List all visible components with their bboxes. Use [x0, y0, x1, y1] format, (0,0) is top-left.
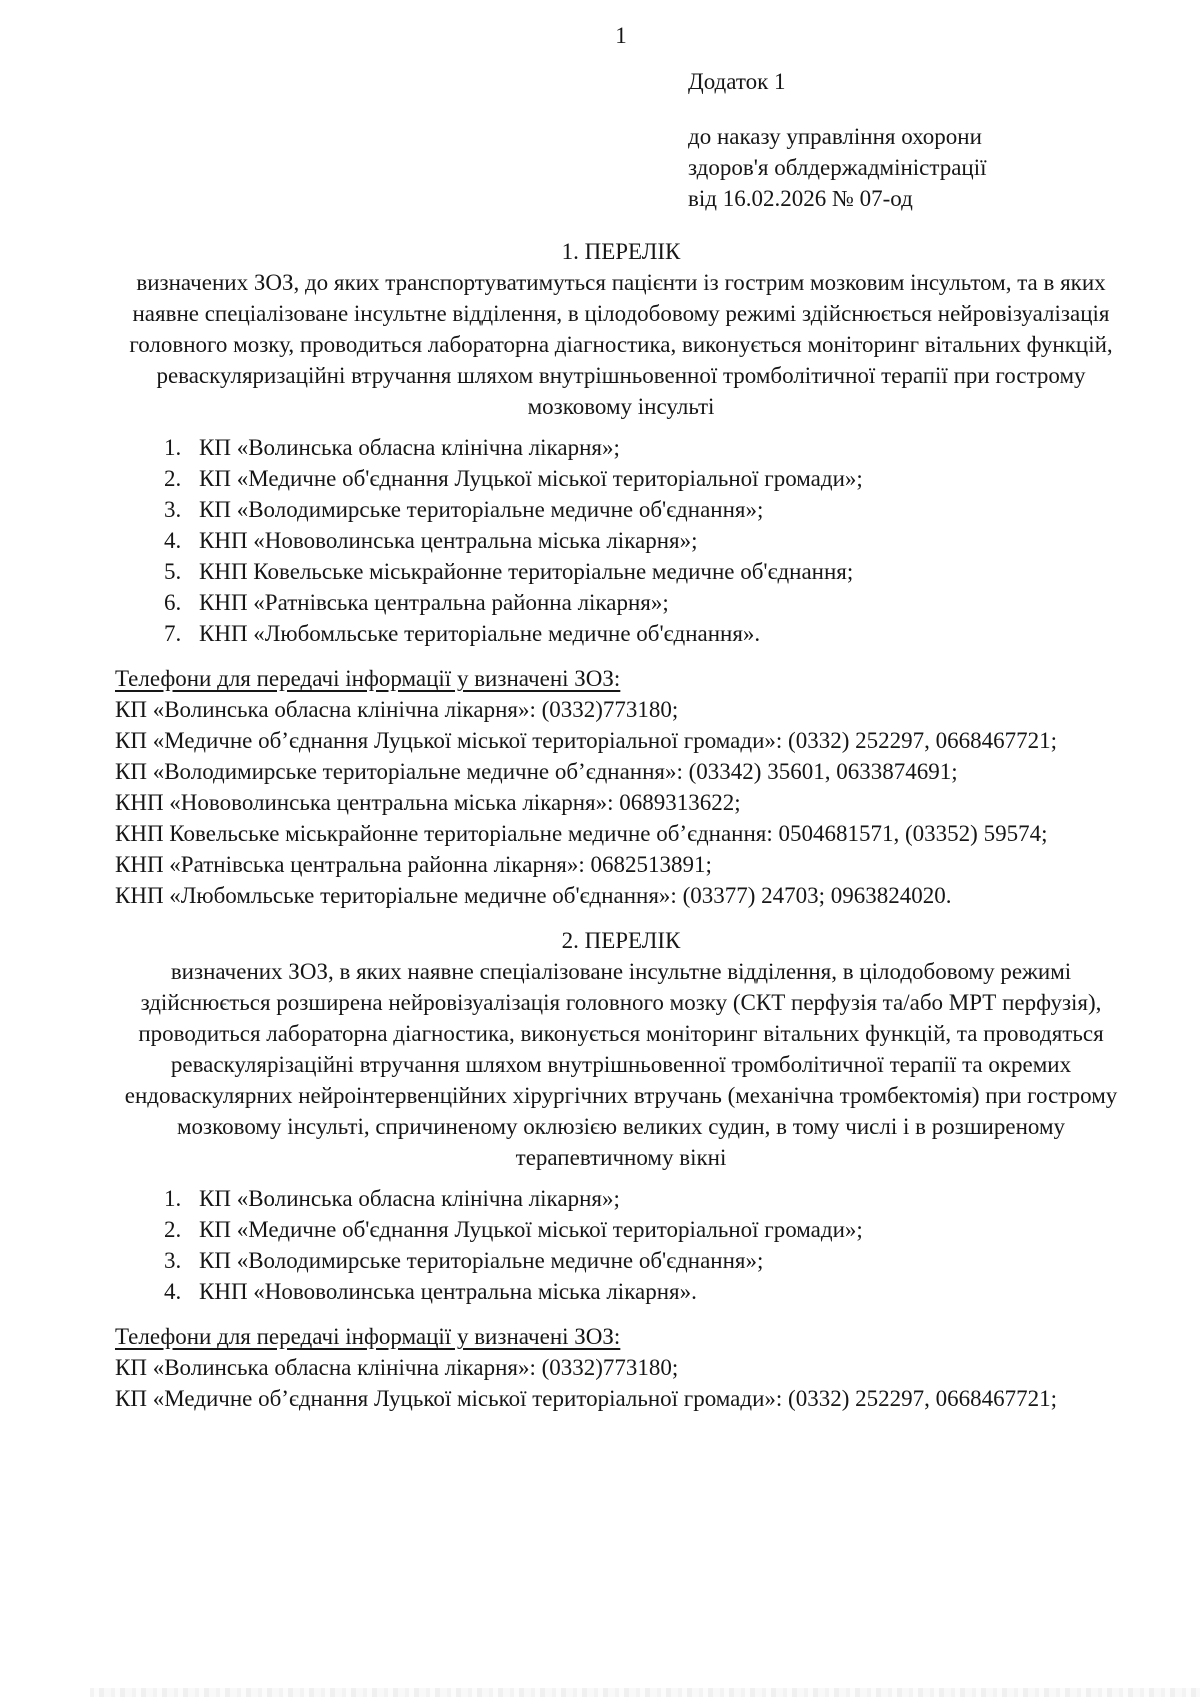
section-2-heading: 2. ПЕРЕЛІК: [561, 928, 681, 953]
phone-entry: КП «Володимирське територіальне медичне об’єднання»: (03342) 35601, 0633874691;: [115, 759, 958, 784]
list-item: 2. КП «Медичне об'єднання Луцької міської територіальної громади»;: [187, 1214, 1127, 1245]
list-item: 4. КНП «Нововолинська центральна міська лікарня»;: [187, 525, 1127, 556]
section-2-intro: визначених ЗОЗ, в яких наявне спеціалізоване інсультне відділення, в цілодобовому режимі здійснюється розширена нейровізуалізація головного мозку (СКТ перфузія та/або МРТ перфузія), проводиться лабораторна діагностика, виконується моніторинг вітальних функцій, та проводяться реваскулярізаційні втручання шляхом внутрішньовенної тромболітичної терапії та окремих ендоваскулярних нейроінтервенційних хірургічних втручань (механічна тромбектомія) при гострому мозковому інсульті, спричиненому оклюзією великих судин, в тому числі і в розширеному терапевтичному вікні: [124, 959, 1118, 1170]
section-1-heading: 1. ПЕРЕЛІК: [561, 239, 681, 264]
list-item: 6. КНП «Ратнівська центральна районна лікарня»;: [187, 587, 1127, 618]
section-1-intro: визначених ЗОЗ, до яких транспортуватимуться пацієнти із гострим мозковим інсультом, та в яких наявне спеціалізоване інсультне відділення, в цілодобовому режимі здійснюється нейровізуалізація головного мозку, проводиться лабораторна діагностика, виконується моніторинг вітальних функцій, реваскуляризаційні втручання шляхом внутрішньовенної тромболітичної терапії при гострому мозковому інсульті: [129, 270, 1113, 419]
list-item: 1. КП «Волинська обласна клінічна лікарня»;: [187, 1183, 1127, 1214]
appendix-block: [688, 66, 1127, 214]
phone-entry: КП «Медичне об’єднання Луцької міської територіальної громади»: (0332) 252297, 0668467721;: [115, 1386, 1058, 1411]
appendix-title: Додаток 1: [688, 69, 786, 94]
section-1-facility-list: [115, 432, 1127, 649]
phone-entry: КНП «Любомльське територіальне медичне об'єднання»: (03377) 24703; 0963824020.: [115, 883, 952, 908]
phone-entry: КНП «Нововолинська центральна міська лікарня»: 0689313622;: [115, 790, 741, 815]
list-item: 4. КНП «Нововолинська центральна міська лікарня».: [187, 1276, 1127, 1307]
list-item: 2. КП «Медичне об'єднання Луцької міської територіальної громади»;: [187, 463, 1127, 494]
list-item: 3. КП «Володимирське територіальне медичне об'єднання»;: [187, 494, 1127, 525]
appendix-order-line-2: здоров'я облдержадміністрації: [688, 155, 987, 180]
appendix-order-line-3: від 16.02.2026 № 07-од: [688, 186, 913, 211]
list-item: 5. КНП Ковельське міськрайонне територіальне медичне об'єднання;: [187, 556, 1127, 587]
phone-entry: КП «Волинська обласна клінічна лікарня»: (0332)773180;: [115, 1355, 679, 1380]
phone-entry: КНП «Ратнівська центральна районна лікарня»: 0682513891;: [115, 852, 712, 877]
appendix-order-line-1: до наказу управління охорони: [688, 124, 982, 149]
list-item: 7. КНП «Любомльське територіальне медичне об'єднання».: [187, 618, 1127, 649]
phone-entry: КП «Волинська обласна клінічна лікарня»: (0332)773180;: [115, 697, 679, 722]
list-item: 3. КП «Володимирське територіальне медичне об'єднання»;: [187, 1245, 1127, 1276]
phone-entry: КНП Ковельське міськрайонне територіальне медичне об’єднання: 0504681571, (03352) 59574;: [115, 821, 1048, 846]
phone-entry: КП «Медичне об’єднання Луцької міської територіальної громади»: (0332) 252297, 0668467721;: [115, 728, 1058, 753]
section-1-phones-heading: Телефони для передачі інформації у визначені ЗОЗ:: [115, 666, 621, 691]
section-2-facility-list: [115, 1183, 1127, 1307]
section-2-phones-heading: Телефони для передачі інформації у визначені ЗОЗ:: [115, 1324, 621, 1349]
list-item: 1. КП «Волинська обласна клінічна лікарня»;: [187, 432, 1127, 463]
page-number: 1: [615, 23, 627, 48]
scanner-noise-band: [90, 1688, 1200, 1697]
